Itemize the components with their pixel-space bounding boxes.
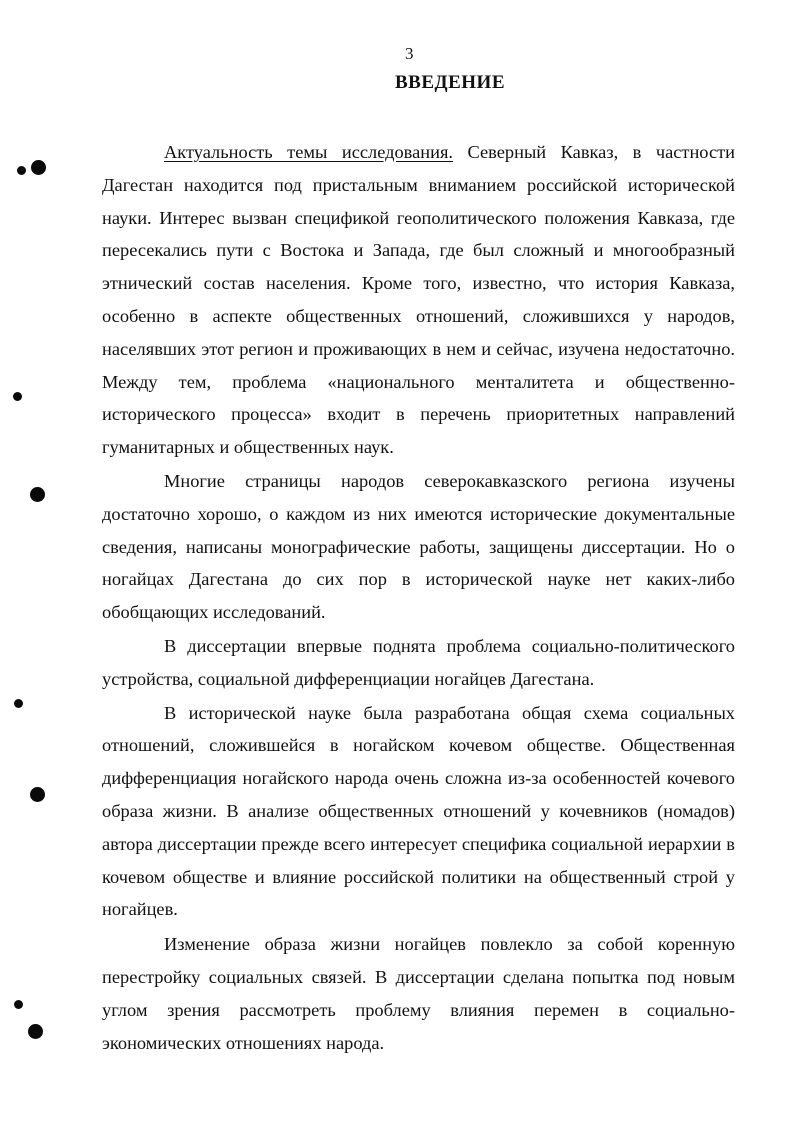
section-lead: Актуальность темы исследования. [164, 142, 454, 162]
punch-mark-3 [14, 699, 23, 708]
paragraph-text: Северный Кавказ, в частности Дагестан находится под пристальным вниманием российской исторической науки. Интерес вызван спецификой геополитического положения Кавказа, где пересекались пути с Востока и Запада, где был сложный и многообразный этнический состав населения. Кроме того, известно, что история Кавказа, особенно в аспекте общественных отношений, сложившихся у народов, населявших этот регион и проживающих в нем и сейчас, изучена недостаточно. Между тем, проблема «национального менталитета и общественно-исторического процесса» входит в перечень приоритетных направлений гуманитарных и общественных наук. [102, 142, 735, 458]
punch-hole-2 [30, 487, 45, 502]
punch-hole-3 [30, 787, 45, 802]
paragraph-studies: Многие страницы народов северокавказского региона изучены достаточно хорошо, о каждом из них имеются исторические документальные сведения, написаны монографические работы, защищены диссертации. Но о ногайцах Дагестана до сих пор в исторической науке нет каких-либо обобщающих исследований. [102, 470, 735, 623]
page-number: 3 [405, 44, 414, 63]
punch-mark-1 [17, 166, 26, 175]
paragraph-social-scheme: В исторической науке была разработана общая схема социальных отношений, сложившейся в ногайском кочевом обществе. Общественная дифференциация ногайского народа очень сложна из-за особенностей кочевого образа жизни. В анализе общественных отношений у кочевников (номадов) автора диссертации прежде всего интересует специфика социальной иерархии в кочевом обществе и влияние российской политики на общественный строй у ногайцев. [102, 702, 735, 920]
punch-mark-4 [14, 1000, 23, 1009]
punch-hole-1 [31, 160, 46, 175]
paragraph-first-raised: В диссертации впервые поднята проблема социально-политического устройства, социальной дифференциации ногайцев Дагестана. [102, 635, 735, 689]
paragraph-change: Изменение образа жизни ногайцев повлекло за собой коренную перестройку социальных связей. В диссертации сделана попытка под новым углом зрения рассмотреть проблему влияния перемен в социально-экономических отношениях народа. [102, 934, 735, 1053]
punch-mark-2 [13, 392, 22, 401]
document-body [102, 136, 735, 1059]
page-title: ВВЕДЕНИЕ [395, 72, 505, 93]
punch-hole-4 [28, 1024, 43, 1039]
paragraph-relevance [102, 136, 735, 464]
